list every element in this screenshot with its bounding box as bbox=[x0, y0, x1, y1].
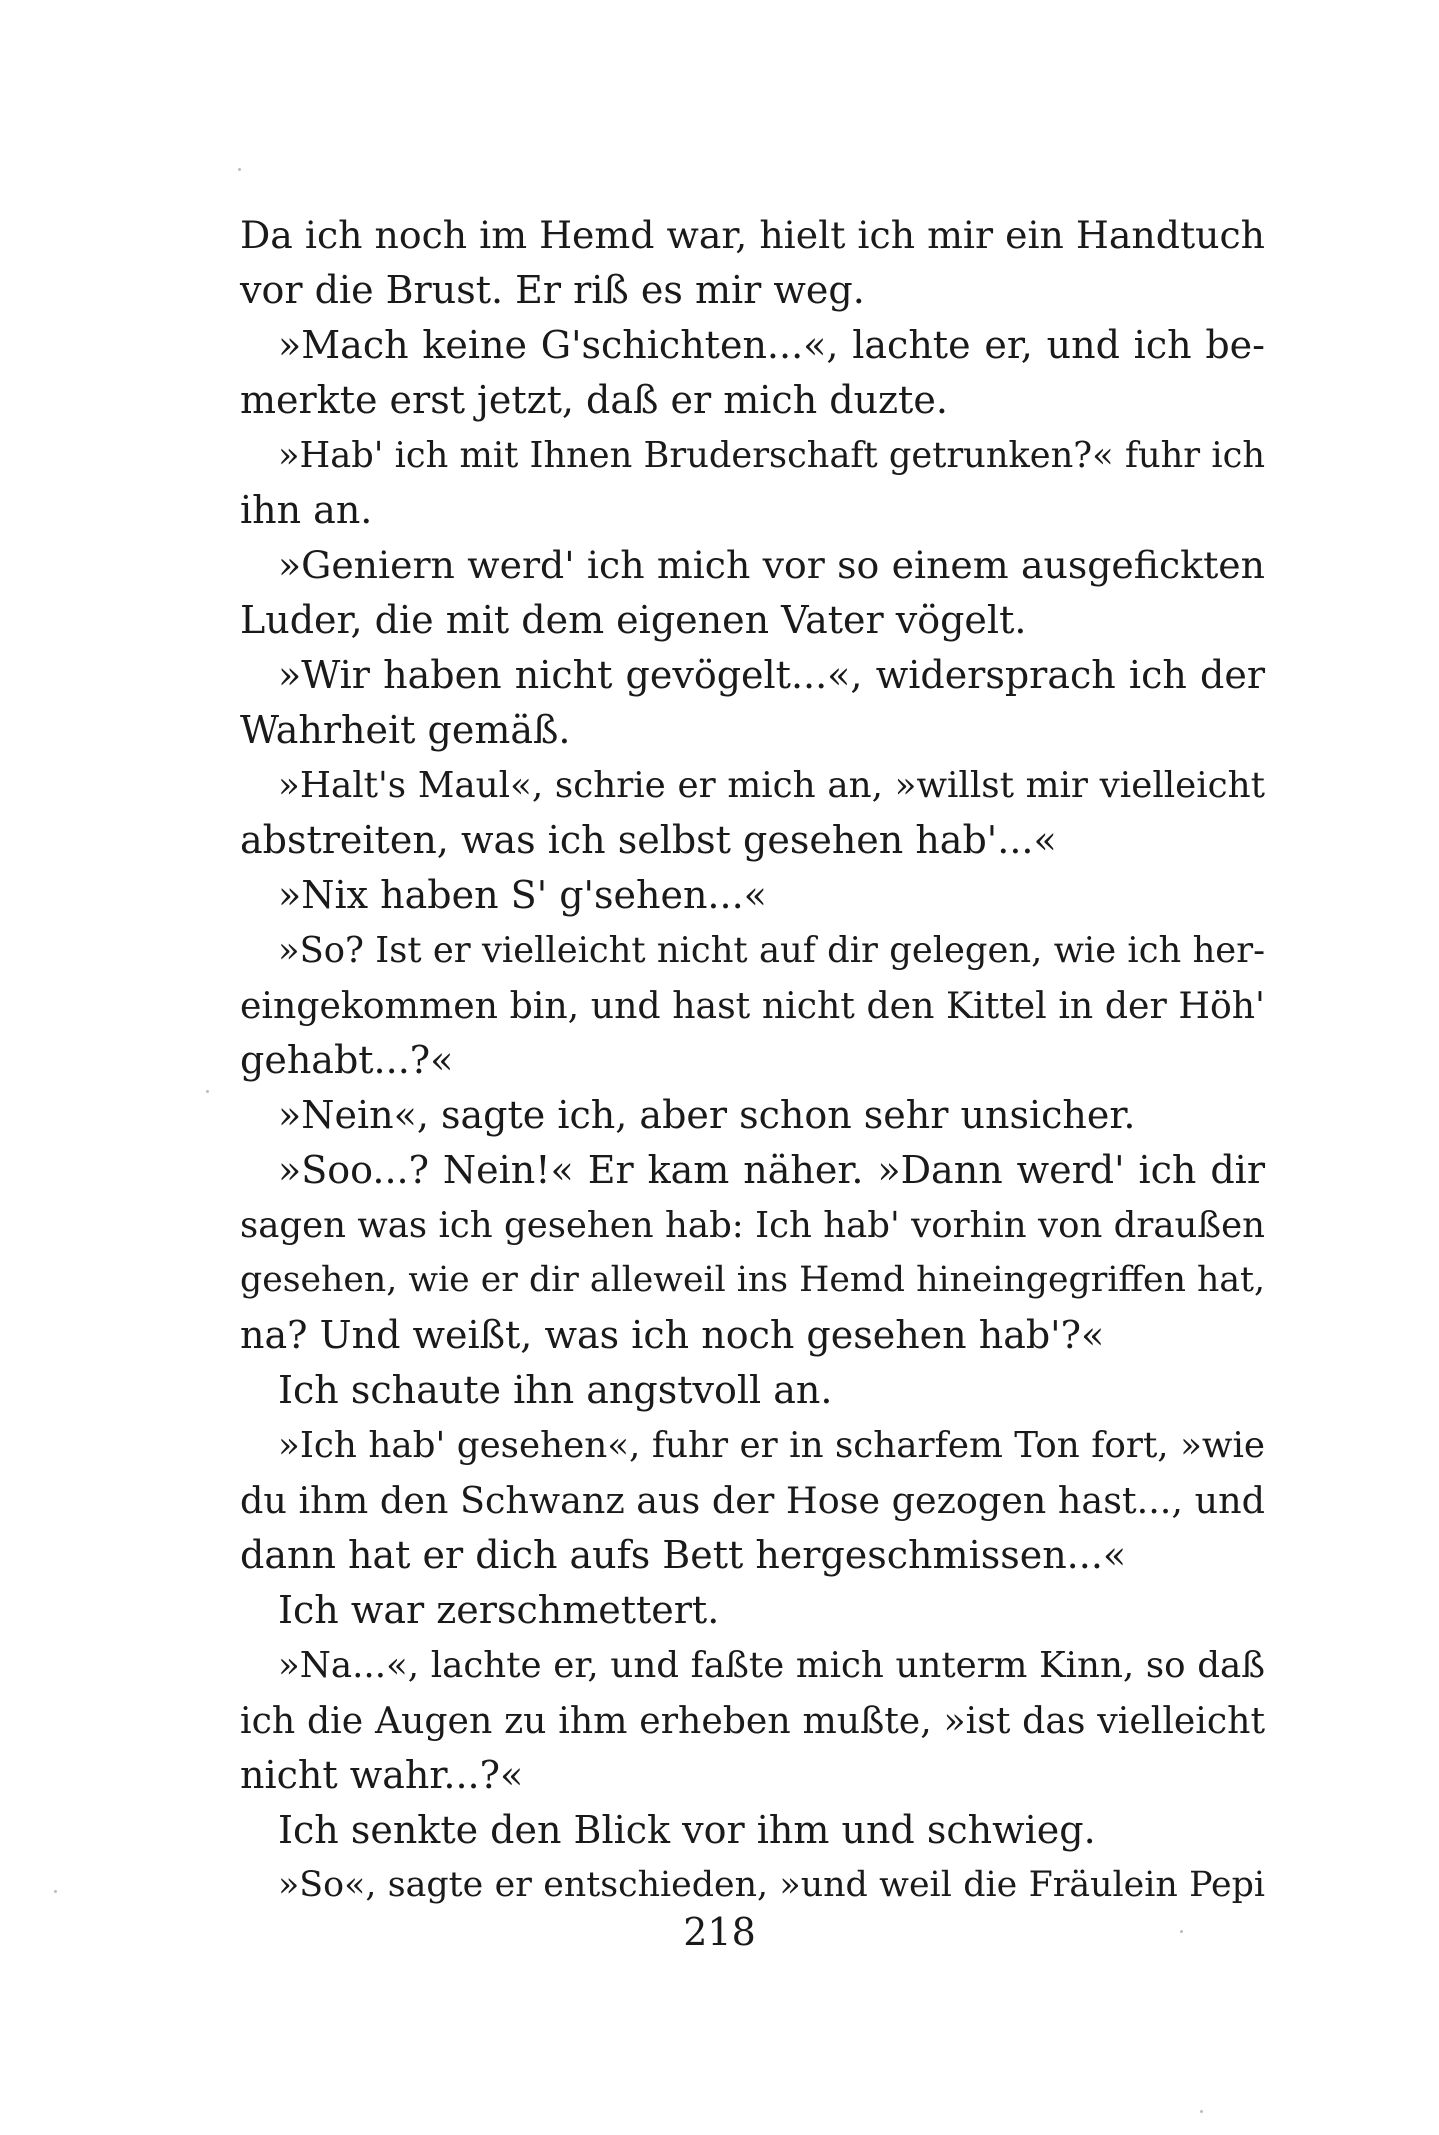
text-line: nicht wahr...?« bbox=[240, 1753, 524, 1797]
text-line: »Hab' ich mit Ihnen Bruderschaft getrunken?« fuhr ich bbox=[278, 435, 1265, 476]
text-line: sagen was ich gesehen hab: Ich hab' vorhin von draußen bbox=[240, 1205, 1265, 1246]
scan-speck bbox=[1200, 2110, 1203, 2113]
text-line: »Nix haben S' g'sehen...« bbox=[278, 873, 767, 917]
text-line: »Ich hab' gesehen«, fuhr er in scharfem Ton fort, »wie bbox=[278, 1425, 1265, 1466]
text-line: Ich schaute ihn angstvoll an. bbox=[278, 1368, 833, 1412]
text-line: Ich senkte den Blick vor ihm und schwieg. bbox=[278, 1808, 1096, 1852]
text-line: vor die Brust. Er riß es mir weg. bbox=[240, 268, 865, 312]
text-line: »Na...«, lachte er, und faßte mich unterm Kinn, so daß bbox=[278, 1645, 1265, 1686]
text-line: ihn an. bbox=[240, 488, 373, 532]
text-line: »Wir haben nicht gevögelt...«, widersprach ich der bbox=[278, 653, 1265, 697]
scan-speck bbox=[206, 1090, 209, 1093]
text-line: du ihm den Schwanz aus der Hose gezogen hast..., und bbox=[240, 1479, 1265, 1522]
scan-speck bbox=[1180, 1930, 1183, 1933]
text-line: dann hat er dich aufs Bett hergeschmissen...« bbox=[240, 1533, 1127, 1577]
text-line: »So? Ist er vielleicht nicht auf dir gelegen, wie ich her- bbox=[278, 930, 1265, 971]
body-text bbox=[240, 208, 1265, 1913]
text-line: Luder, die mit dem eigenen Vater vögelt. bbox=[240, 598, 1027, 642]
text-line: gehabt...?« bbox=[240, 1038, 454, 1082]
text-line: Wahrheit gemäß. bbox=[240, 708, 571, 752]
text-line: »So«, sagte er entschieden, »und weil die Fräulein Pepi bbox=[278, 1865, 1265, 1905]
text-line: »Soo...? Nein!« Er kam näher. »Dann werd' ich dir bbox=[278, 1148, 1265, 1192]
text-line: »Geniern werd' ich mich vor so einem ausgefickten bbox=[278, 543, 1265, 587]
text-line: abstreiten, was ich selbst gesehen hab'...« bbox=[240, 818, 1057, 862]
text-line: »Mach keine G'schichten...«, lachte er, und ich be- bbox=[278, 323, 1265, 367]
text-line: ich die Augen zu ihm erheben mußte, »ist das vielleicht bbox=[240, 1699, 1265, 1742]
scan-speck bbox=[238, 168, 241, 171]
text-line: Ich war zerschmettert. bbox=[278, 1588, 720, 1632]
text-line: merkte erst jetzt, daß er mich duzte. bbox=[240, 378, 948, 422]
text-line: gesehen, wie er dir alleweil ins Hemd hineingegriffen hat, bbox=[240, 1260, 1265, 1300]
page-number: 218 bbox=[683, 1910, 756, 1954]
text-line: na? Und weißt, was ich noch gesehen hab'?« bbox=[240, 1313, 1105, 1357]
text-line: Da ich noch im Hemd war, hielt ich mir ein Handtuch bbox=[240, 213, 1265, 257]
scan-speck bbox=[54, 1890, 57, 1893]
text-line: eingekommen bin, und hast nicht den Kittel in der Höh' bbox=[240, 984, 1265, 1027]
text-line: »Halt's Maul«, schrie er mich an, »willst mir vielleicht bbox=[278, 765, 1265, 806]
text-line: »Nein«, sagte ich, aber schon sehr unsicher. bbox=[278, 1093, 1136, 1137]
